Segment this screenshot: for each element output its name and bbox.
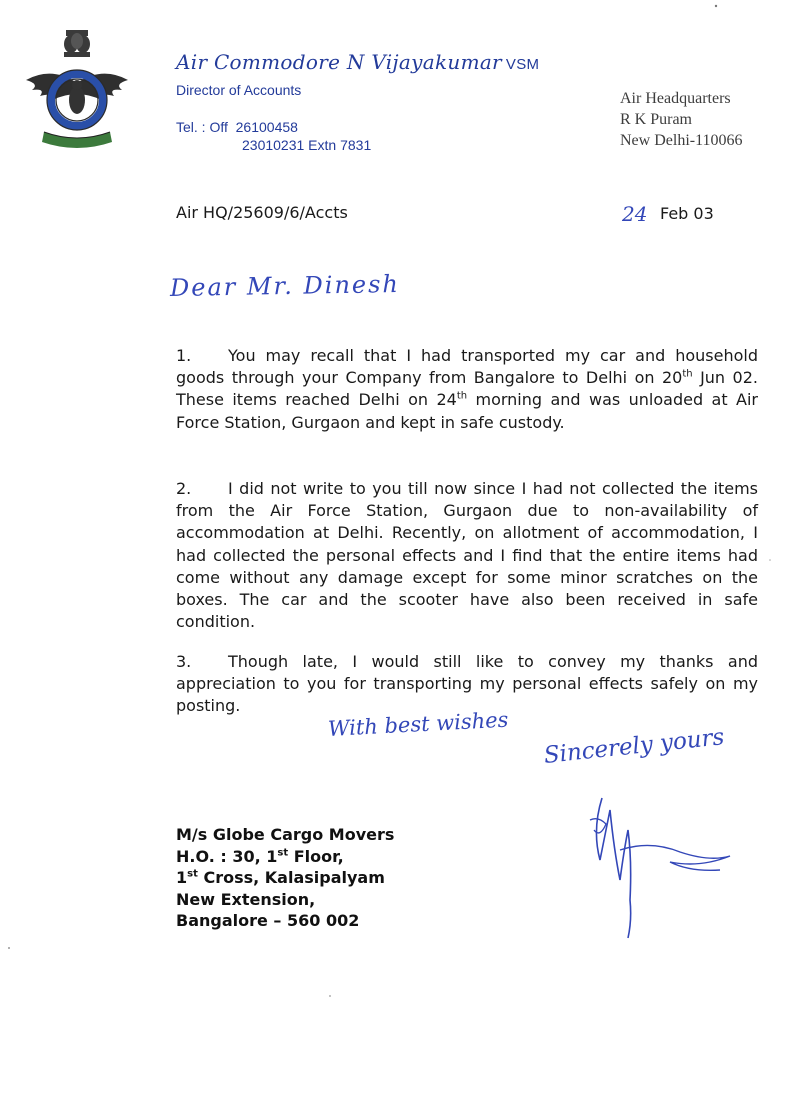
- telephone-extension: 23010231 Extn 7831: [242, 137, 372, 153]
- ordinal-suffix: st: [187, 868, 198, 880]
- recipient-address-line: [176, 824, 394, 846]
- body-paragraph: [176, 345, 758, 434]
- signature-icon: [580, 790, 740, 940]
- paragraph-number: 3.: [176, 652, 192, 671]
- recipient-address-line: [176, 846, 394, 868]
- date-day-handwritten: 24: [622, 202, 648, 226]
- paragraph-number: 1.: [176, 346, 192, 365]
- sender-honour: VSM: [505, 56, 540, 73]
- sender-designation: Director of Accounts: [176, 82, 302, 98]
- text-segment: H.O. : 30, 1: [176, 846, 278, 866]
- ordinal-suffix: st: [277, 847, 289, 859]
- date-month-year: Feb 03: [660, 204, 714, 223]
- text-segment: M/s Globe Cargo Movers: [176, 825, 395, 844]
- recipient-address-line: [176, 867, 394, 889]
- reference-number: Air HQ/25609/6/Accts: [176, 203, 348, 222]
- salutation: Dear Mr. Dinesh: [169, 269, 401, 303]
- recipient-address: [176, 824, 394, 932]
- office-address-line: R K Puram: [620, 111, 692, 128]
- text-segment: Floor,: [288, 846, 344, 866]
- office-address-line: New Delhi-110066: [620, 132, 743, 149]
- paragraph-number: 2.: [176, 479, 192, 498]
- text-segment: Bangalore – 560 002: [176, 911, 360, 930]
- text-segment: morning and was unloaded at Air Force Station, Gurgaon and kept in safe custody.: [176, 390, 758, 432]
- telephone-office: Tel. : Off 26100458: [176, 119, 298, 135]
- air-force-emblem-icon: [22, 28, 132, 158]
- text-segment: 1: [176, 868, 188, 887]
- sender-name: Air Commodore N Vijayakumar VSM: [176, 50, 540, 74]
- recipient-address-line: [176, 889, 394, 911]
- text-segment: I did not write to you till now since I had not collected the items from the Air Force Station, Gurgaon due to non-availability of accommodation at Delhi. Recently, on allotment of accommodation, I had collected the personal effects and I find that the entire items had come without any damage except for some minor scratches on the boxes. The car and the scooter have also been received in safe condition.: [176, 479, 758, 632]
- handwritten-wishes: With best wishes: [327, 707, 509, 741]
- recipient-address-line: [176, 910, 394, 932]
- text-segment: You may recall that I had transported my car and household goods through your Company from Bangalore to Delhi on 20: [176, 346, 758, 388]
- body-paragraph: [176, 651, 758, 718]
- ordinal-suffix: th: [682, 368, 693, 380]
- handwritten-closing: Sincerely yours: [542, 724, 726, 769]
- text-segment: Though late, I would still like to convey my thanks and appreciation to you for transporting my personal effects safely on my posting.: [176, 652, 758, 716]
- text-segment: Jun 02. These items reached Delhi on 24: [176, 368, 758, 410]
- text-segment: New Extension,: [176, 889, 316, 909]
- body-paragraph: [176, 478, 758, 633]
- ordinal-suffix: th: [456, 391, 468, 403]
- text-segment: Cross, Kalasipalyam: [197, 868, 385, 887]
- office-address-line: Air Headquarters: [620, 90, 731, 107]
